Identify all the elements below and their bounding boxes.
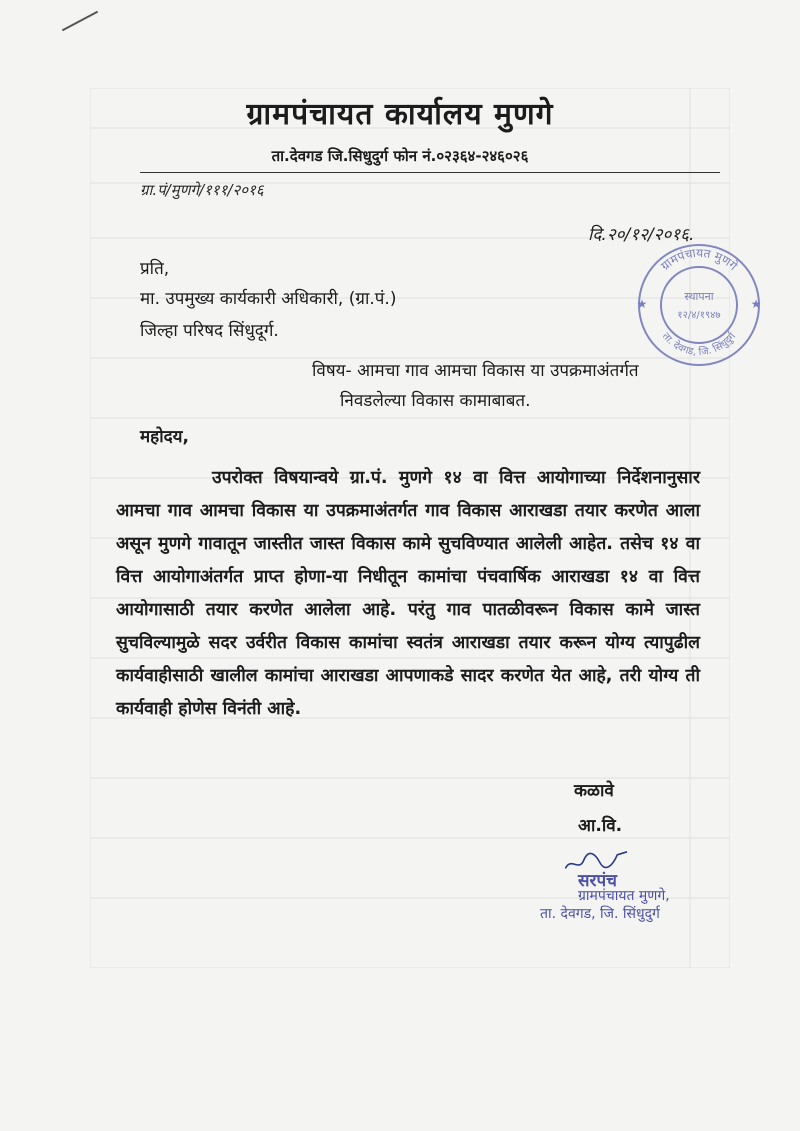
svg-text:ग्रामपंचायत मुणगे (658, 246, 740, 273)
subject-line-2: निवडलेल्या विकास कामाबाबत. (340, 391, 531, 411)
salutation: महोदय, (140, 427, 189, 447)
seal-established-date: १२/४/१९४७ (677, 310, 721, 321)
seal-outer-text: ग्रामपंचायत मुणगे (658, 245, 741, 274)
reference-number: ग्रा.पं/मुणगे/१११/२०१६ (140, 181, 264, 199)
subject-line-1: विषय- आमचा गाव आमचा विकास या उपक्रमाअंतर्गत (312, 361, 639, 381)
letter-date: दि.२०/१२/२०१६. (588, 225, 695, 245)
signatory-place-line-2: ता. देवगड, जि. सिंधुदुर्ग (540, 906, 660, 922)
header-rule (140, 172, 720, 173)
office-seal-stamp (634, 240, 764, 370)
letter-body: उपरोक्त विषयान्वये ग्रा.पं. मुणगे १४ वा वित्त आयोगाच्या निर्देशनानुसार आमचा गाव आमचा विकास या उपक्रमाअंतर्गत गाव विकास आराखडा तयार करणेत आला असून मुणगे गावातून जास्तीत जास्त विकास कामे सुचविण्यात आलेली आहेत. तसेच १४ वा वित्त आयोगाअंतर्गत प्राप्त होणा-या निधीतून कामांचा पंचवार्षिक आराखडा १४ वा वित्त आयोगासाठी तयार करणेत आलेला आहे. परंतु गाव पातळीवरून विकास कामे जास्त सुचविल्यामुळे सदर उर्वरीत विकास कामांचा स्वतंत्र आराखडा तयार करून योग्य त्यापुढील कार्यवाहीसाठी खालील कामांचा आराखडा आपणाकडे सादर करणेत येत आहे, तरी योग्य ती कार्यवाही होणेस विनंती आहे. (116, 468, 700, 719)
seal-established-label: स्थापना (684, 290, 714, 303)
addressee-line-2: जिल्हा परिषद सिंधुदूर्ग. (140, 321, 279, 341)
closing-line-2: आ.वि. (578, 816, 623, 836)
svg-text:★: ★ (750, 297, 762, 311)
office-title: ग्रामपंचायत कार्यालय मुणगे (246, 97, 554, 132)
signatory-place-line-1: ग्रामपंचायत मुणगे, (578, 888, 670, 904)
office-address: ता.देवगड जि.सिधुदुर्ग फोन नं.०२३६४-२४६०२६ (271, 147, 529, 165)
scan-pen-mark (62, 11, 98, 32)
addressee-line-1: मा. उपमुख्य कार्यकारी अधिकारी, (ग्रा.पं.) (140, 289, 397, 309)
seal-bottom-text: ता. देवगड, जि. सिंधुदुर्ग (659, 330, 739, 359)
addressee-prefix: प्रति, (140, 259, 170, 279)
signatory-title: सरपंच (578, 871, 617, 891)
svg-text:★: ★ (636, 297, 648, 311)
closing-line-1: कळावे (574, 781, 614, 801)
